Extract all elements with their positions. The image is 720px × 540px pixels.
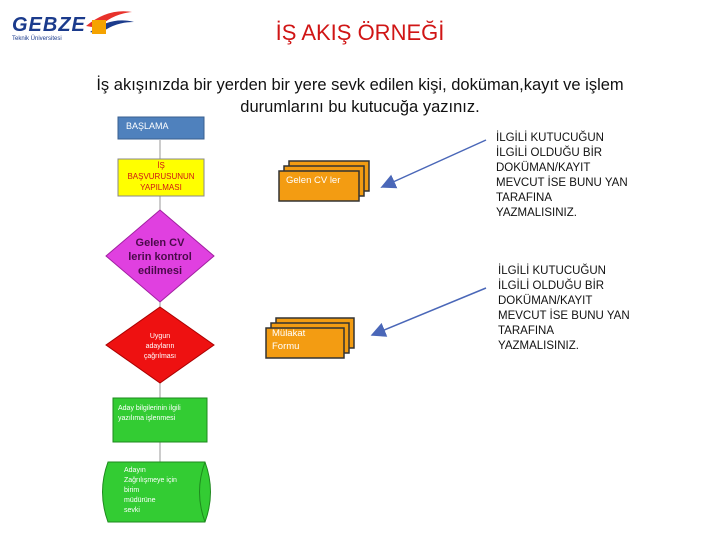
note-1-line: DOKÜMAN/KAYIT xyxy=(496,162,591,174)
arrow-note-to-doc1 xyxy=(382,140,486,187)
note-1-line: YAZMALISINIZ. xyxy=(496,207,577,219)
note-2-line: YAZMALISINIZ. xyxy=(498,340,579,352)
note-2-line: MEVCUT İSE BUNU YAN xyxy=(498,310,630,322)
end-referral-line-2: Zağrılışmeye için xyxy=(124,477,177,484)
step-application-line-1: İŞ xyxy=(157,161,165,170)
note-1-line: İLGİLİ KUTUCUĞUN xyxy=(496,132,604,144)
decision-call-line-3: çağrılması xyxy=(143,353,177,360)
decision-call-line-1: Uygun xyxy=(149,333,171,340)
step-application-line-3: YAPILMASI xyxy=(140,183,182,192)
doc-cv-label: Gelen CV ler xyxy=(286,175,341,186)
note-1-line: İLGİLİ OLDUĞU BİR xyxy=(496,147,603,159)
end-referral-label xyxy=(124,466,204,516)
subtitle-line-1: İş akışınızda bir yerden bir yere sevk edilen kişi, doküman,kayıt ve işlem xyxy=(96,76,624,94)
decision-cv-line-3: edilmesi xyxy=(137,265,183,277)
end-referral-line-1: Adayın xyxy=(124,467,146,474)
note-2-line: TARAFINA xyxy=(498,325,555,337)
logo-subtitle: Teknik Üniversitesi xyxy=(12,36,62,42)
end-referral-line-3: birim xyxy=(124,487,140,494)
step-application-label xyxy=(118,160,204,193)
end-referral-line-5: sevki xyxy=(124,507,140,514)
note-1-line: MEVCUT İSE BUNU YAN xyxy=(496,177,628,189)
step-register-label xyxy=(118,404,208,424)
subtitle-line-2: durumlarını bu kutucuğa yazınız. xyxy=(240,98,480,116)
logo-name: GEBZE xyxy=(12,14,86,36)
decision-call-line-2: adayların xyxy=(145,343,175,350)
doc-interview-line-2: Formu xyxy=(272,341,300,352)
doc-interview-label xyxy=(272,327,305,353)
arrow-note-to-doc2 xyxy=(372,288,486,335)
step-application-line-2: BAŞVURUSUNUN xyxy=(127,172,195,181)
note-2-line: İLGİLİ OLDUĞU BİR xyxy=(498,280,605,292)
end-referral-line-4: müdürüne xyxy=(124,497,156,504)
note-1-line: TARAFINA xyxy=(496,192,553,204)
step-register-line-1: Aday bilgilerinin ilgili xyxy=(118,405,181,412)
start-label: BAŞLAMA xyxy=(126,121,169,131)
note-2-line: DOKÜMAN/KAYIT xyxy=(498,295,593,307)
decision-call-label xyxy=(130,332,190,362)
page-title: İŞ AKIŞ ÖRNEĞİ xyxy=(275,20,445,45)
doc-interview-line-1: Mülakat xyxy=(272,328,306,339)
note-1 xyxy=(496,131,628,221)
decision-cv-line-1: Gelen CV xyxy=(135,237,185,249)
note-2-line: İLGİLİ KUTUCUĞUN xyxy=(498,265,606,277)
note-2 xyxy=(498,264,630,354)
step-register-line-2: yazılıma işlenmesi xyxy=(118,415,176,422)
decision-cv-label xyxy=(116,236,204,278)
decision-cv-line-2: lerin kontrol xyxy=(128,251,192,263)
